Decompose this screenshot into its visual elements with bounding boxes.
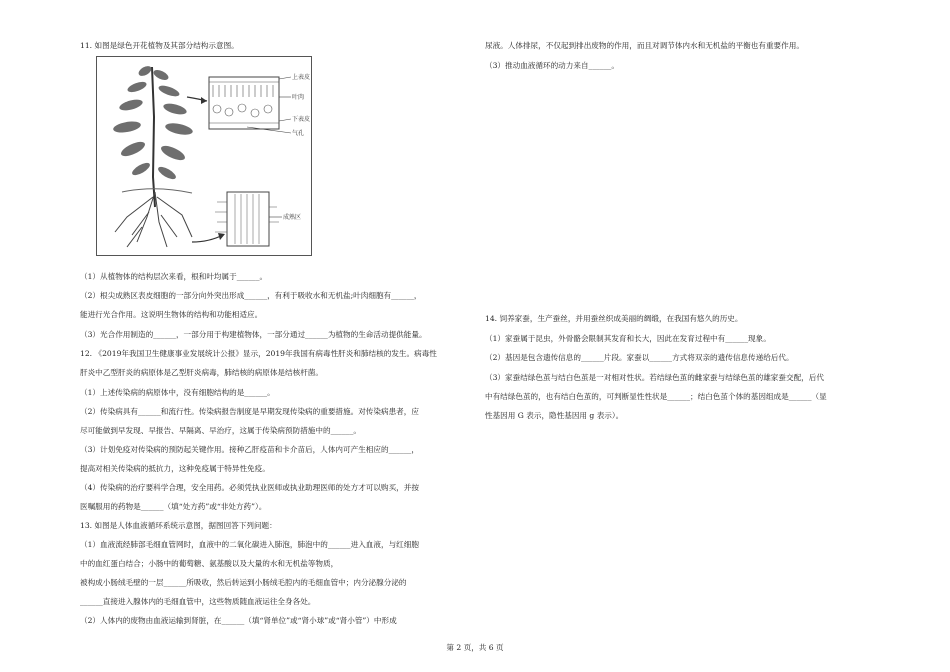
q14-part3-line1: （3）家蚕结绿色茧与结白色茧是一对相对性状。若结绿色茧的雌家蚕与结绿色茧的雄家蚕交配，后代: [485, 373, 824, 382]
q13-part1-line4: ______直接进入腺体内的毛细血管中，这些物质随血液运往全身各处。: [80, 597, 316, 606]
label-stoma: 气孔: [292, 130, 305, 137]
q12-part3-line2: 提高对相关传染病的抵抗力，这种免疫属于特异性免疫。: [80, 464, 270, 473]
q11-part1: （1）从植物体的结构层次来看，根和叶均属于______。: [80, 272, 268, 281]
q13-title: 13. 如图是人体血液循环系统示意图，据图回答下列问题：: [80, 521, 277, 530]
label-maturation-zone: 成熟区: [283, 214, 302, 221]
q12-part3-line1: （3）计划免疫对传染病的预防起关键作用。接种乙肝疫苗和卡介苗后，人体内可产生相应的______，: [80, 445, 419, 454]
plant-diagram-image: [97, 57, 311, 255]
q13-part2-line1: （2）人体内的废物由血液运输到肾脏，在______（填“肾单位”或“肾小球”或“肾小管”）中形成: [80, 616, 397, 625]
q13-part1-line1: （1）血液流经肺部毛细血管网时，血液中的二氧化碳进入肺泡，肺泡中的______进入血液，与红细胞: [80, 540, 419, 549]
q12-part4-line1: （4）传染病的治疗要科学合理，安全用药。必须凭执业医师或执业助理医师的处方才可以购买，并按: [80, 483, 419, 492]
q12-part4-line2: 医嘱服用的药物是______（填“处方药”或“非处方药”）。: [80, 502, 267, 511]
q11-title: 11. 如图是绿色开花植物及其部分结构示意图。: [80, 41, 239, 50]
q13-part1-line2: 中的血红蛋白结合；小肠中的葡萄糖、氨基酸以及大量的水和无机盐等物质，: [80, 559, 339, 568]
q12-part2-line1: （2）传染病具有______和流行性。传染病报告制度是早期发现传染病的重要措施。对传染病患者，应: [80, 407, 419, 416]
q13-part3: （3）推动血液循环的动力来自______。: [485, 61, 619, 70]
q14-part2: （2）基因是包含遗传信息的______片段。家蚕以______方式将双亲的遗传信息传递给后代。: [485, 353, 794, 362]
q12-title-line1: 12. 《2019年我国卫生健康事业发展统计公报》显示，2019年我国有病毒性肝炎和肺结核的发生。病毒性: [80, 349, 437, 358]
label-upper-epidermis: 上表皮: [292, 74, 311, 81]
plant-figure: [96, 56, 312, 256]
q13-part1-line3: 被构成小肠绒毛壁的一层______所吸收，然后转运到小肠绒毛腔内的毛细血管中；内分泌腺分泌的: [80, 578, 407, 587]
q14-part1: （1）家蚕属于昆虫，外骨骼会限制其发育和长大，因此在发育过程中有______现象。: [485, 334, 771, 343]
q14-part3-line2: 中有结绿色茧的，也有结白色茧的，可判断显性性状是______；结白色茧个体的基因组成是______（显: [485, 392, 827, 401]
label-lower-epidermis: 下表皮: [292, 116, 311, 123]
label-mesophyll: 叶肉: [292, 94, 305, 101]
q14-title: 14. 饲养家蚕，生产蚕丝，并用蚕丝织成美丽的绸缎，在我国有悠久的历史。: [485, 314, 743, 323]
q11-part3: （3）光合作用制造的______，一部分用于构建植物体，一部分通过______为植物的生命活动提供能量。: [80, 330, 427, 339]
q12-part2-line2: 尽可能做到早发现、早报告、早隔离、早治疗，这属于传染病预防措施中的______。: [80, 426, 361, 435]
q11-part2-line1: （2）根尖成熟区表皮细胞的一部分向外突出形成______，有利于吸收水和无机盐;叶肉细胞有______，: [80, 291, 422, 300]
q13-part2-line2: 尿液。人体排尿，不仅起到排出废物的作用，而且对调节体内水和无机盐的平衡也有重要作用。: [485, 41, 804, 50]
page-footer: 第 2 页，共 6 页: [446, 643, 504, 652]
q11-part2-line2: 能进行光合作用。这说明生物体的结构和功能相适应。: [80, 310, 263, 319]
q12-title-line2: 肝炎中乙型肝炎的病原体是乙型肝炎病毒，肺结核的病原体是结核杆菌。: [80, 368, 323, 377]
q14-part3-line3: 性基因用 G 表示，隐性基因用 g 表示）。: [485, 411, 624, 420]
q12-part1: （1）上述传染病的病原体中，没有细胞结构的是______。: [80, 388, 275, 397]
